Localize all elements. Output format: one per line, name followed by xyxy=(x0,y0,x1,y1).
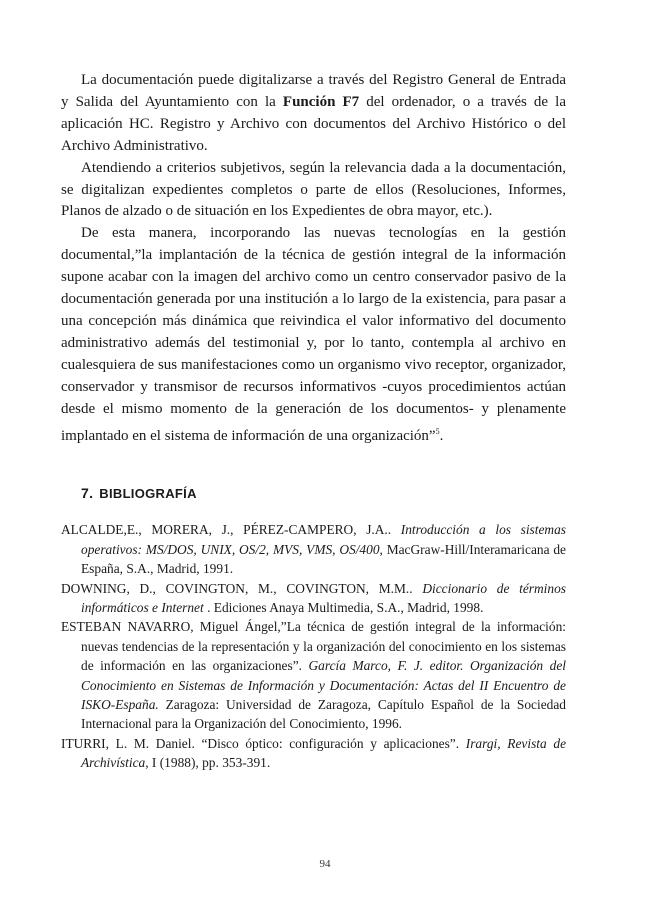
page-number: 94 xyxy=(319,858,331,870)
section-number: 7. xyxy=(81,485,94,502)
reference-authors: ESTEBAN NAVARRO, Miguel Ángel,”La técnica de gestión integral de la información: nuevas tendencias de la representación y la organización del conocimiento en los sistemas de información en las organizaciones”. xyxy=(61,619,566,674)
function-key-label: Función F7 xyxy=(282,93,360,110)
paragraph-end: . xyxy=(439,427,444,444)
section-title: BIBLIOGRAFÍA xyxy=(99,486,197,502)
reference-details: Zaragoza: Universidad de Zaragoza, Capítulo Español de la Sociedad Internacional para la Organización del Conocimiento, 1996. xyxy=(81,697,566,732)
paragraph-text: La documentación puede digitalizarse a través del Registro General de Entrada y Salida del Ayuntamiento con la xyxy=(61,72,566,110)
paragraph-technologies xyxy=(61,223,566,447)
reference-authors: DOWNING, D., COVINGTON, M., COVINGTON, M.M.. xyxy=(61,580,423,596)
paragraph-text: del ordenador, o a través de la aplicación HC. Registro y Archivo con documentos del Archivo Histórico o del Archivo Administrativo. xyxy=(61,93,566,154)
paragraph-text: De esta manera, incorporando las nuevas tecnologías en la gestión documental,”la implantación de la técnica de gestión integral de la información supone acabar con la imagen del archivo como un centro conservador pasivo de la documentación generada por una institución a lo largo de la existencia, para pasar a una concepción más dinámica que reivindica el valor informativo del documento administrativo además del testimonial y, por lo tanto, contempla al archivo en cualesquiera de sus manifestaciones como un organismo vivo receptor, organizador, conservador y transmisor de recursos informativos -cuyos procedimientos actúan desde el mismo momento de la generación de los documentos- y plenamente implantado en el sistema de información de una organización” xyxy=(61,225,566,444)
section-heading xyxy=(81,485,566,501)
reference-details: . Ediciones Anaya Multimedia, S.A., Madrid, 1998. xyxy=(203,600,484,616)
reference-authors: ALCALDE,E., MORERA, J., PÉREZ-CAMPERO, J.A.. xyxy=(61,522,401,538)
reference-authors: ITURRI, L. M. Daniel. “Disco óptico: configuración y aplicaciones”. xyxy=(61,735,466,751)
reference-title: Introducción a los sistemas operativos: MS/DOS, UNIX, OS/2, MVS, VMS, OS/400 xyxy=(81,522,566,557)
bibliography-entry xyxy=(61,520,566,578)
bibliography-entry xyxy=(61,734,566,773)
paragraph-digitalization xyxy=(61,70,566,158)
bibliography-list xyxy=(61,520,566,772)
paragraph-criteria xyxy=(61,158,566,224)
reference-title: Diccionario de términos informáticos e Internet xyxy=(81,580,566,616)
footnote-marker: 5 xyxy=(435,426,440,436)
bibliography-entry xyxy=(61,579,566,618)
reference-title: García Marco, F. J. editor. Organización del Conocimiento en Sistemas de Información y Documentación: Actas del II Encuentro de ISKO-España. xyxy=(81,658,566,713)
document-page xyxy=(61,70,566,773)
reference-title: Irargi, Revista de Archivística xyxy=(81,735,567,771)
paragraph-text: Atendiendo a criterios subjetivos, según la relevancia dada a la documentación, se digitalizan expedientes completos o parte de ellos (Resoluciones, Informes, Planos de alzado o de situación en los Expedientes de obra mayor, etc.). xyxy=(61,159,566,220)
bibliography-entry xyxy=(61,617,566,733)
reference-details: , MacGraw-Hill/Interamaricana de España, S.A., Madrid, 1991. xyxy=(81,541,566,577)
reference-details: , I (1988), pp. 353-391. xyxy=(145,755,271,771)
